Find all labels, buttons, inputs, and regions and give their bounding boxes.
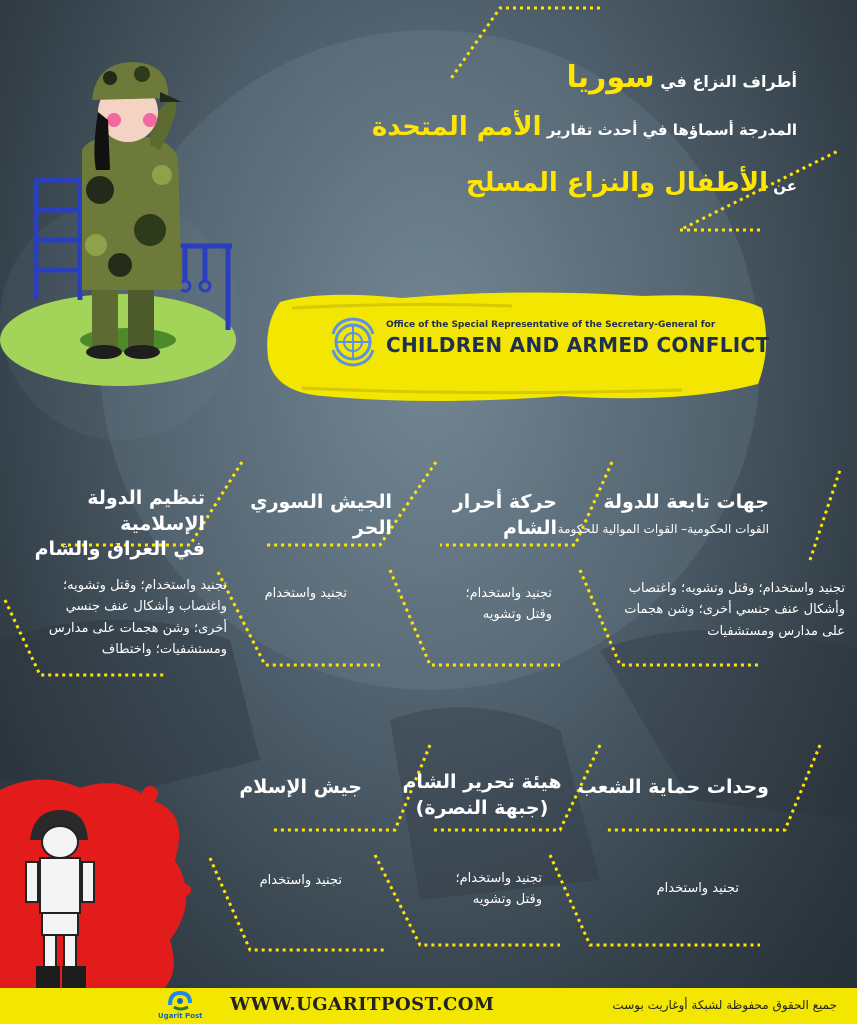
faction-violations-free-syrian-army	[217, 583, 347, 604]
faction-name-ypg: وحدات حماية الشعب	[577, 776, 769, 798]
violation-line: ومستشفيات؛ واختطاف	[101, 642, 227, 658]
violation-line: على مدارس ومستشفيات	[707, 623, 845, 639]
title-un-highlight: الأمم المتحدة	[371, 112, 542, 142]
faction-name-hts	[397, 770, 567, 821]
faction-name-isis	[5, 486, 205, 563]
violation-line: وأشكال عنف جنسي أخرى؛ وشن هجمات	[624, 602, 845, 618]
title-line-3-prefix: عن	[773, 177, 797, 195]
faction-name: جهات تابعة للدولة	[603, 491, 769, 513]
violation-line: وقتل وتشويه	[482, 607, 552, 623]
violation-line: تجنيد واستخدام	[264, 586, 347, 601]
title-syria-highlight: سوريا	[566, 60, 655, 95]
faction-name-line: تنظيم الدولة الإسلامية	[87, 487, 205, 535]
website-url[interactable]: WWW.UGARITPOST.COM	[230, 994, 495, 1015]
faction-name-ahrar-al-sham: حركة أحرار الشام	[452, 491, 557, 539]
violation-line: وقتل وتشويه	[472, 892, 542, 908]
title-line-1-prefix: أطراف النزاع في	[660, 72, 797, 91]
violation-line: تجنيد واستخدام؛ وقتل وتشويه؛	[63, 578, 227, 593]
violation-line: تجنيد واستخدام؛	[465, 586, 552, 601]
ugarit-post-logo-text: Ugarit Post	[158, 1012, 203, 1020]
faction-name-free-syrian-army: الجيش السوري الحر	[250, 491, 392, 539]
violation-line: تجنيد واستخدام	[656, 881, 739, 896]
title-line-2-prefix: المدرجة أسماؤها في أحدث تقارير	[546, 121, 797, 139]
faction-violations-jaysh-al-islam	[212, 870, 342, 891]
red-splash-child-illustration	[0, 770, 200, 1024]
faction-name-line: هيئة تحرير الشام	[402, 771, 562, 793]
faction-name-line: (جبهة النصرة)	[415, 796, 549, 819]
un-office-line: Office of the Special Representative of the Secretary-General for	[386, 320, 716, 330]
faction-violations-isis	[2, 575, 227, 661]
faction-violations-ahrar-al-sham	[402, 583, 552, 626]
copyright-notice: جميع الحقوق محفوظة لشبكة أوغاريت بوست	[612, 998, 837, 1012]
ugarit-post-logo-icon	[166, 989, 194, 1013]
faction-state-affiliated	[529, 490, 769, 536]
violation-line: واغتصاب وأشكال عنف جنسي	[65, 599, 227, 615]
faction-violations-state-affiliated	[575, 578, 845, 642]
violation-line: تجنيد واستخدام؛ وقتل وتشويه؛ واغتصاب	[628, 581, 845, 596]
faction-violations-ypg	[589, 878, 739, 899]
violation-line: أخرى؛ وشن هجمات على مدارس	[48, 620, 227, 636]
violation-line: تجنيد واستخدام	[259, 873, 342, 888]
faction-name-jaysh-al-islam: جيش الإسلام	[239, 776, 362, 798]
faction-name-line: في العراق والشام	[34, 538, 205, 561]
un-program-name: CHILDREN AND ARMED CONFLICT	[386, 333, 770, 357]
faction-violations-hts	[402, 868, 542, 911]
title-children-highlight: الأطفال والنزاع المسلح	[465, 168, 769, 198]
violation-line: تجنيد واستخدام؛	[455, 871, 542, 886]
faction-subtitle: القوات الحكومية– القوات الموالية للحكومة	[557, 521, 769, 536]
